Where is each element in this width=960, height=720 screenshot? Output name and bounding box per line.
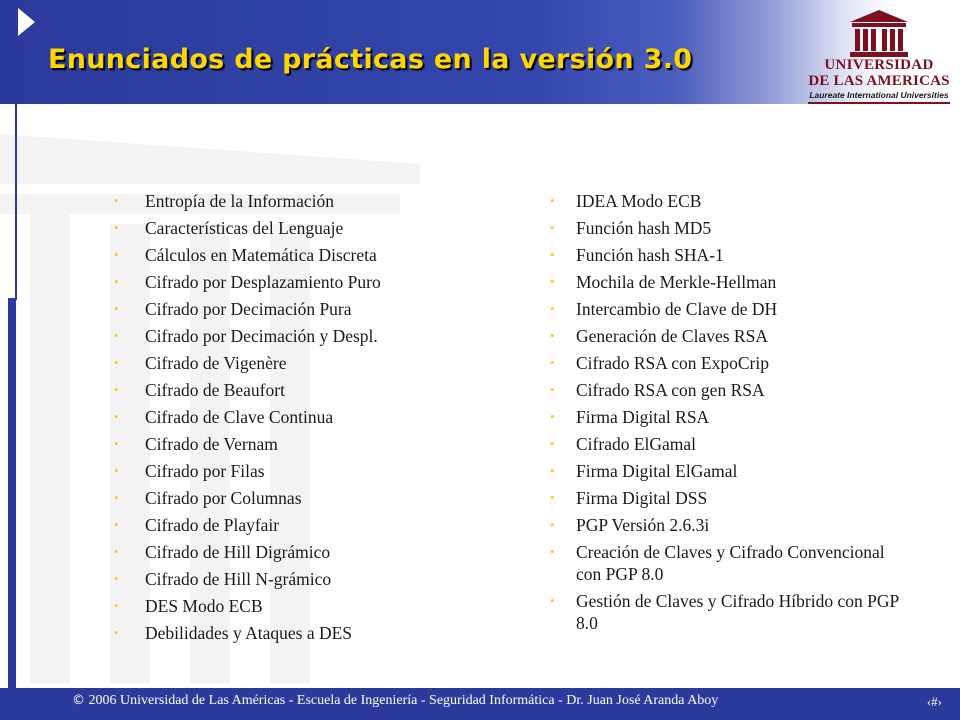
left-accent-line	[15, 104, 17, 300]
bullet-icon: •	[550, 382, 555, 397]
list-item-label: Función hash SHA-1	[576, 245, 724, 265]
bullet-icon: •	[550, 355, 555, 370]
list-item-label: IDEA Modo ECB	[576, 191, 702, 211]
building-icon	[846, 8, 912, 58]
list-item	[552, 298, 912, 320]
bullet-icon: •	[550, 274, 555, 289]
footer-text	[72, 693, 718, 709]
list-item-label: Cifrado por Decimación Pura	[145, 299, 352, 319]
list-item	[552, 541, 912, 585]
list-item	[552, 325, 912, 347]
logo-line-1: UNIVERSIDAD	[824, 57, 934, 73]
list-item	[112, 325, 442, 347]
logo-line-3: Laureate International Universities	[809, 90, 949, 100]
list-item-label: Cifrado ElGamal	[576, 434, 697, 454]
list-item-label: Cifrado de Vernam	[145, 434, 278, 454]
list-item-label: Generación de Claves RSA	[576, 326, 768, 346]
bullet-icon: •	[114, 544, 119, 559]
list-item-label: Cálculos en Matemática Discreta	[145, 245, 377, 265]
list-item-label: Mochila de Merkle-Hellman	[576, 272, 777, 292]
list-item	[552, 379, 912, 401]
bullet-icon: •	[550, 593, 555, 608]
list-item	[552, 352, 912, 374]
list-item-label: Cifrado de Vigenère	[145, 353, 287, 373]
bullet-icon: •	[114, 274, 119, 289]
list-item-label: Firma Digital ElGamal	[576, 461, 738, 481]
list-item	[552, 406, 912, 428]
left-topic-list	[112, 190, 442, 649]
left-accent-bar	[8, 298, 16, 690]
list-item	[552, 271, 912, 293]
list-item	[112, 433, 442, 455]
list-item	[112, 460, 442, 482]
bullet-icon: •	[114, 328, 119, 343]
list-item	[552, 487, 912, 509]
list-item	[112, 271, 442, 293]
right-topic-list	[552, 190, 912, 639]
list-item	[552, 514, 912, 536]
list-item-label: Firma Digital RSA	[576, 407, 710, 427]
footer-credit: 2006 Universidad de Las Américas - Escuela de Ingeniería - Seguridad Informática - Dr. Juan José Aranda Aboy	[88, 693, 719, 708]
list-item	[112, 190, 442, 212]
bullet-icon: •	[114, 355, 119, 370]
logo-line-2: DE LAS AMERICAS	[808, 73, 950, 89]
bullet-icon: •	[114, 382, 119, 397]
bullet-icon: •	[114, 517, 119, 532]
bullet-icon: •	[550, 409, 555, 424]
bullet-icon: •	[114, 571, 119, 586]
bullet-icon: •	[114, 463, 119, 478]
play-icon	[18, 8, 35, 36]
bullet-icon: •	[550, 490, 555, 505]
list-item	[552, 244, 912, 266]
bullet-icon: •	[114, 220, 119, 235]
list-item-label: Cifrado por Decimación y Despl.	[145, 326, 378, 346]
list-item	[112, 352, 442, 374]
page-number: ‹#›	[926, 694, 942, 709]
bullet-icon: •	[550, 544, 555, 559]
bullet-icon: •	[114, 409, 119, 424]
list-item-label: DES Modo ECB	[145, 596, 263, 616]
list-item-label: Cifrado de Playfair	[145, 515, 280, 535]
list-item-label: PGP Versión 2.6.3i	[576, 515, 710, 535]
list-item-label: Función hash MD5	[576, 218, 712, 238]
list-item	[112, 379, 442, 401]
list-item	[112, 568, 442, 590]
list-item	[112, 595, 442, 617]
list-item-label: Cifrado RSA con gen RSA	[576, 380, 765, 400]
list-item-label: Cifrado de Beaufort	[145, 380, 285, 400]
list-item	[112, 298, 442, 320]
bullet-icon: •	[114, 247, 119, 262]
list-item-label: Intercambio de Clave de DH	[576, 299, 778, 319]
list-item	[552, 190, 912, 212]
list-item-label: Debilidades y Ataques a DES	[145, 623, 353, 643]
bullet-icon: •	[114, 490, 119, 505]
list-item-label: Firma Digital DSS	[576, 488, 708, 508]
list-item-label: Gestión de Claves y Cifrado Híbrido con PGP 8.0	[576, 591, 899, 633]
list-item-label: Entropía de la Información	[145, 191, 335, 211]
list-item-label: Cifrado por Filas	[145, 461, 265, 481]
list-item	[112, 487, 442, 509]
bullet-icon: •	[550, 436, 555, 451]
list-item-label: Cifrado por Columnas	[145, 488, 302, 508]
list-item	[112, 541, 442, 563]
list-item-label: Cifrado de Hill Digrámico	[145, 542, 331, 562]
bullet-icon: •	[114, 301, 119, 316]
list-item-label: Características del Lenguaje	[145, 218, 344, 238]
bullet-icon: •	[114, 436, 119, 451]
bullet-icon: •	[550, 301, 555, 316]
bullet-icon: •	[550, 517, 555, 532]
bullet-icon: •	[550, 463, 555, 478]
bullet-icon: •	[550, 193, 555, 208]
list-item	[112, 406, 442, 428]
list-item	[552, 590, 912, 634]
list-item	[112, 514, 442, 536]
list-item	[112, 217, 442, 239]
list-item-label: Cifrado RSA con ExpoCrip	[576, 353, 769, 373]
list-item-label: Cifrado de Hill N-grámico	[145, 569, 332, 589]
list-item	[112, 622, 442, 644]
bullet-icon: •	[114, 598, 119, 613]
bullet-icon: •	[550, 328, 555, 343]
list-item-label: Cifrado por Desplazamiento Puro	[145, 272, 381, 292]
list-item	[552, 460, 912, 482]
university-logo	[808, 8, 950, 108]
list-item	[112, 244, 442, 266]
list-item	[552, 217, 912, 239]
footer-bar	[0, 688, 960, 720]
slide-title: Enunciados de prácticas en la versión 3.0	[48, 44, 693, 75]
bullet-icon: •	[550, 220, 555, 235]
bullet-icon: •	[550, 247, 555, 262]
bullet-icon: •	[114, 193, 119, 208]
list-item	[552, 433, 912, 455]
bullet-icon: •	[114, 625, 119, 640]
copyright-icon: ©	[72, 693, 85, 708]
list-item-label: Cifrado de Clave Continua	[145, 407, 334, 427]
list-item-label: Creación de Claves y Cifrado Convencional con PGP 8.0	[576, 542, 885, 584]
